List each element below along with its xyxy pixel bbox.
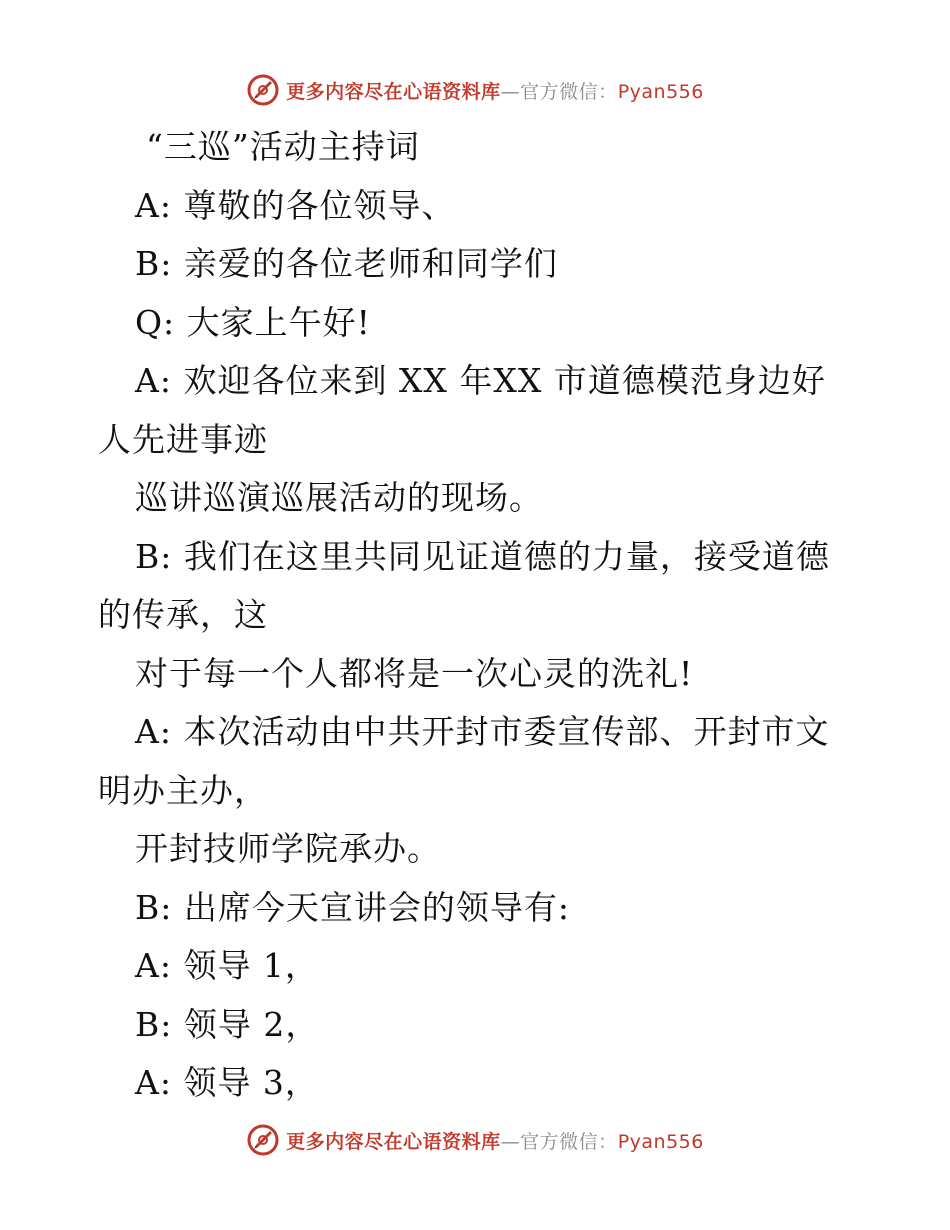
watermark-text — [286, 77, 704, 104]
document-line: A: 领导 1， — [135, 946, 319, 985]
document-line: B: 领导 2， — [135, 1004, 320, 1044]
document-line: B: 我们在这里共同见证道德的力量，接受道德 — [135, 536, 830, 576]
document-line: 人先进事迹 — [98, 419, 268, 459]
document-line: B: 出席今天宣讲会的领导有: — [135, 887, 570, 927]
watermark-handle: Pyan556 — [617, 80, 704, 103]
footer-watermark — [0, 1120, 950, 1160]
document-line: 明办主办， — [98, 770, 268, 810]
document-line: 的传承，这 — [98, 595, 268, 634]
watermark-separator: —官方微信： — [500, 1130, 618, 1153]
document-lines — [98, 177, 838, 1113]
watermark-group — [246, 1123, 704, 1157]
document-line: Q: 大家上午好! — [135, 302, 371, 342]
document-line: A: 尊敬的各位领导、 — [135, 185, 456, 225]
watermark-brand: 更多内容尽在心语资料库 — [286, 80, 501, 103]
brand-logo-icon — [246, 73, 280, 107]
watermark-brand: 更多内容尽在心语资料库 — [286, 1130, 501, 1153]
document-line: A: 本次活动由中共开封市委宣传部、开封市文 — [135, 712, 830, 751]
document-line: 巡讲巡演巡展活动的现场。 — [135, 478, 543, 517]
document-line: A: 欢迎各位来到 XX 年XX 市道德模范身边好 — [135, 361, 826, 400]
brand-logo-icon — [246, 1123, 280, 1157]
watermark-group — [246, 73, 704, 107]
document-body — [98, 118, 838, 1113]
watermark-text — [286, 1127, 704, 1154]
watermark-separator: —官方微信： — [500, 80, 618, 103]
header-watermark — [0, 70, 950, 110]
document-title: “三巡”活动主持词 — [146, 127, 420, 166]
document-line: 开封技师学院承办。 — [135, 829, 441, 868]
watermark-handle: Pyan556 — [617, 1130, 704, 1153]
document-line: A: 领导 3， — [135, 1063, 319, 1102]
document-line: B: 亲爱的各位老师和同学们 — [135, 244, 558, 283]
document-line: 对于每一个人都将是一次心灵的洗礼! — [135, 653, 694, 693]
